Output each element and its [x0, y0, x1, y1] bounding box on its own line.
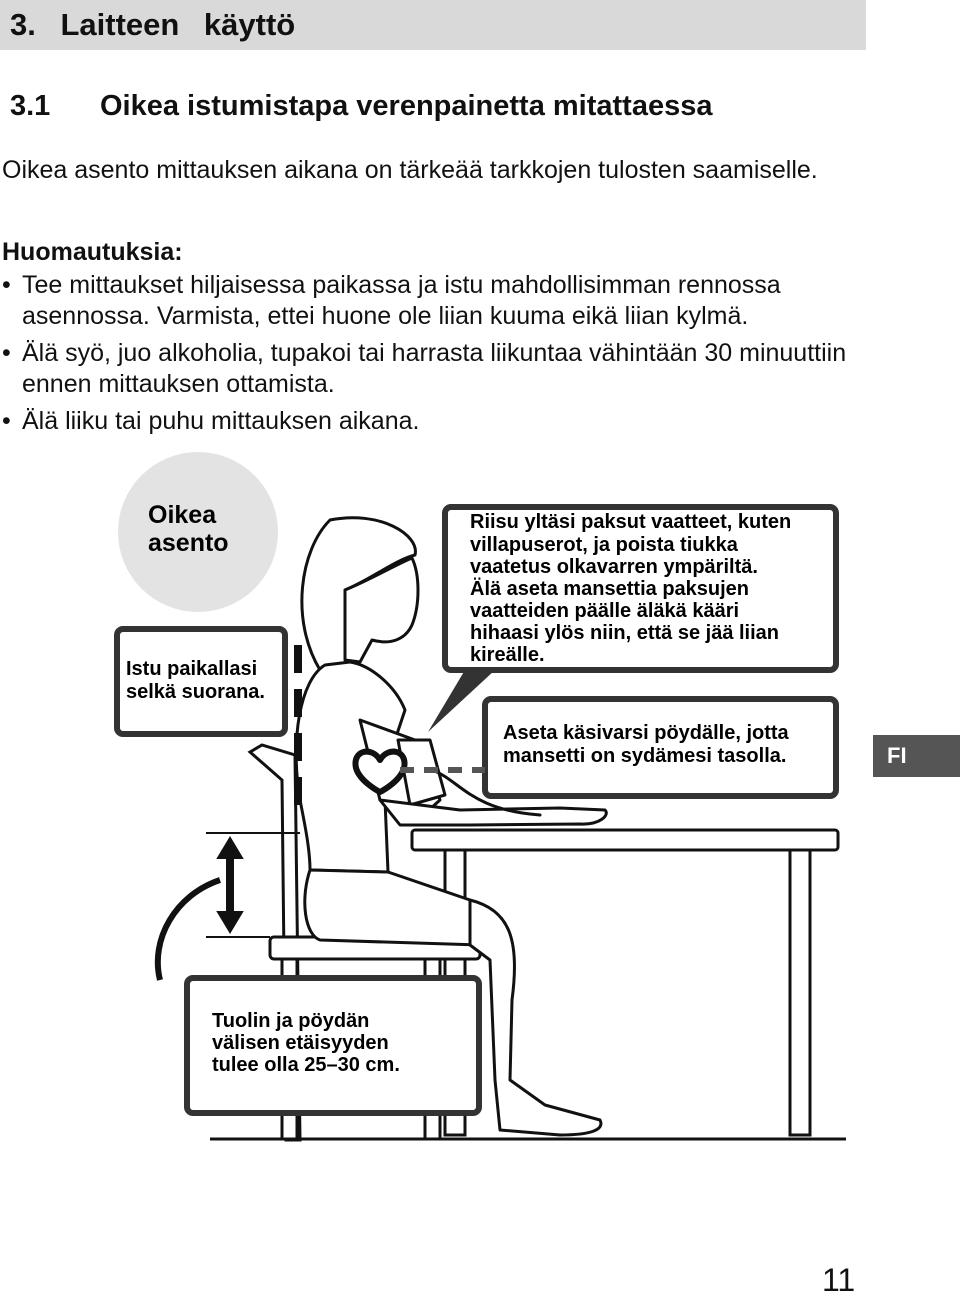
note-text: Älä syö, juo alkoholia, tupakoi tai harrasta liikuntaa vähintään 30 minuuttiin ennen mittauksen ottamista.: [22, 339, 847, 398]
chapter-header: [0, 0, 866, 50]
clothing-callout-line2: villapuserot, ja poista tiukka: [470, 534, 738, 556]
clothing-callout-line6: hihaasi ylös niin, että se jää liian: [470, 622, 780, 644]
page-number: 11: [822, 1262, 856, 1298]
bullet-icon: •: [2, 339, 11, 367]
clothing-callout-line7: kireälle.: [470, 644, 545, 666]
section-heading: [10, 90, 712, 123]
section-title: Oikea istumistapa verenpainetta mitattaessa: [100, 90, 713, 122]
back-callout-line1: Istu paikallasi: [126, 658, 258, 680]
bullet-icon: •: [2, 271, 11, 299]
distance-callout-line2: välisen etäisyyden: [212, 1032, 389, 1054]
clothing-callout-line4: Älä aseta mansettia paksujen: [470, 578, 750, 600]
notes-heading: Huomautuksia:: [2, 238, 183, 266]
clothing-callout-line5: vaatteiden päälle äläkä kääri: [470, 600, 740, 622]
intro-paragraph: Oikea asento mittauksen aikana on tärkeää tarkkojen tulosten saamiselle.: [2, 156, 818, 184]
clothing-callout-line3: vaatetus olkavarren ympäriltä.: [470, 556, 758, 578]
clothing-callout-line1: Riisu yltäsi paksut vaatteet, kuten: [470, 511, 792, 533]
bullet-icon: •: [2, 407, 11, 435]
notes-list: [0, 270, 880, 443]
note-item: [0, 338, 880, 400]
posture-illustration: [0, 440, 960, 1160]
distance-callout-line1: Tuolin ja pöydän: [212, 1010, 370, 1032]
language-tab: FI: [873, 735, 960, 777]
chapter-title: 3. Laitteen käyttö: [10, 7, 296, 42]
note-item: [0, 270, 880, 332]
arm-callout-line2: mansetti on sydämesi tasolla.: [503, 745, 787, 767]
badge-text-line2: asento: [148, 529, 229, 557]
distance-callout-line3: tulee olla 25–30 cm.: [212, 1054, 400, 1076]
note-text: Tee mittaukset hiljaisessa paikassa ja istu mahdollisimman rennossa asennossa. Varmista, ettei huone ole liian kuuma eikä liian kylmä.: [22, 271, 781, 330]
back-callout-line2: selkä suorana.: [126, 681, 265, 703]
note-item: [0, 406, 880, 437]
badge-text-line1: Oikea: [148, 501, 217, 529]
section-number: 3.1: [10, 90, 51, 122]
note-text: Älä liiku tai puhu mittauksen aikana.: [22, 407, 420, 435]
arm-callout-line1: Aseta käsivarsi pöydälle, jotta: [503, 722, 789, 744]
